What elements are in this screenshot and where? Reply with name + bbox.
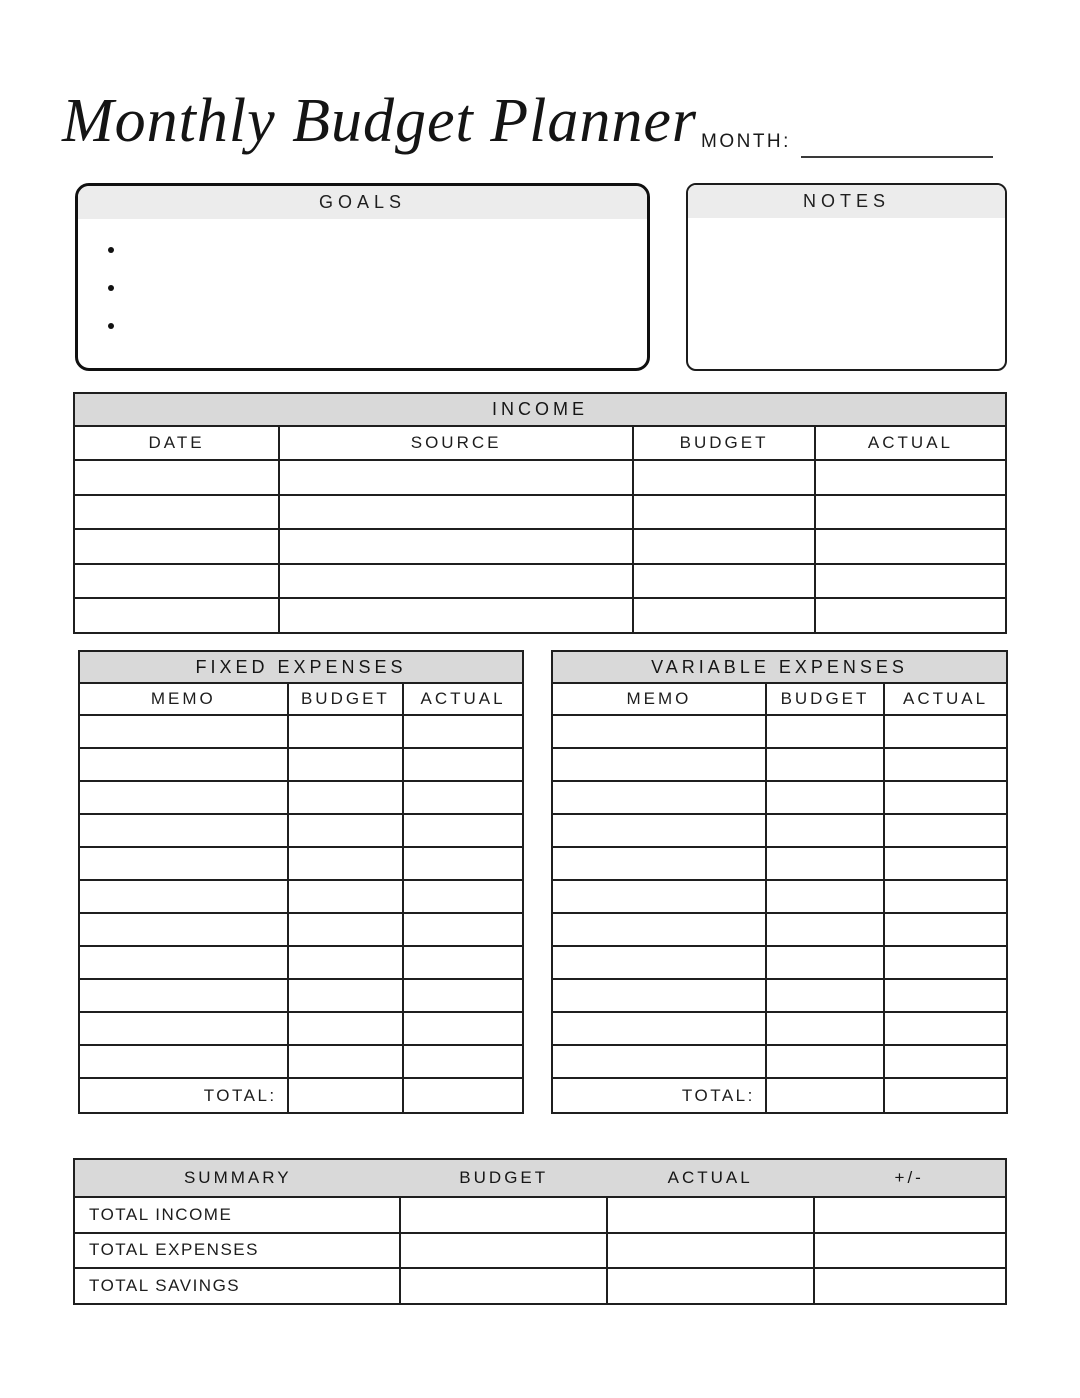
summary-row-label: TOTAL EXPENSES — [74, 1233, 400, 1269]
summary-blank-cell[interactable] — [607, 1197, 814, 1233]
blank-cell[interactable] — [815, 495, 1006, 530]
blank-cell[interactable] — [552, 946, 766, 979]
blank-cell[interactable] — [633, 529, 815, 564]
blank-cell[interactable] — [279, 495, 633, 530]
variable-expenses-title: VARIABLE EXPENSES — [552, 651, 1007, 683]
blank-cell[interactable] — [815, 529, 1006, 564]
summary-blank-cell[interactable] — [814, 1233, 1006, 1269]
summary-blank-cell[interactable] — [814, 1197, 1006, 1233]
summary-blank-cell[interactable] — [400, 1233, 607, 1269]
blank-cell[interactable] — [288, 1012, 403, 1045]
blank-cell[interactable] — [403, 847, 523, 880]
blank-cell[interactable] — [288, 715, 403, 748]
goals-bullet-list — [108, 240, 647, 354]
blank-row — [552, 946, 1007, 979]
blank-cell[interactable] — [552, 781, 766, 814]
blank-row — [79, 880, 523, 913]
goal-line[interactable] — [108, 316, 647, 354]
bullet-dot-icon — [108, 247, 114, 253]
summary-header-actual: ACTUAL — [667, 1168, 753, 1187]
blank-cell[interactable] — [403, 913, 523, 946]
summary-band-row — [74, 1159, 1006, 1197]
blank-cell[interactable] — [884, 781, 1007, 814]
blank-cell[interactable] — [633, 564, 815, 599]
blank-cell[interactable] — [74, 529, 279, 564]
blank-cell[interactable] — [766, 814, 884, 847]
blank-cell[interactable] — [766, 946, 884, 979]
blank-cell[interactable] — [766, 847, 884, 880]
summary-body — [74, 1197, 1006, 1304]
blank-row — [79, 748, 523, 781]
bullet-dot-icon — [108, 323, 114, 329]
blank-cell[interactable] — [79, 748, 288, 781]
blank-cell[interactable] — [552, 1012, 766, 1045]
blank-row — [74, 460, 1006, 495]
blank-row — [79, 715, 523, 748]
blank-cell[interactable] — [403, 1045, 523, 1078]
blank-cell[interactable] — [74, 564, 279, 599]
blank-cell[interactable] — [79, 715, 288, 748]
blank-row — [552, 1012, 1007, 1045]
goals-header: GOALS — [78, 186, 647, 219]
blank-row — [79, 1012, 523, 1045]
blank-cell[interactable] — [766, 1012, 884, 1045]
income-column-headers — [74, 426, 1006, 460]
blank-cell[interactable] — [403, 781, 523, 814]
fixed-total-label: TOTAL: — [79, 1078, 288, 1113]
variable-expenses-total-row — [552, 1078, 1007, 1113]
blank-cell[interactable] — [884, 913, 1007, 946]
blank-cell[interactable] — [633, 598, 815, 633]
blank-cell[interactable] — [403, 979, 523, 1012]
summary-blank-cell[interactable] — [607, 1268, 814, 1304]
summary-header-summary: SUMMARY — [183, 1168, 292, 1187]
fixed-expenses-band-row — [79, 651, 523, 683]
variable-expenses-column-headers — [552, 683, 1007, 715]
summary-row-label: TOTAL INCOME — [74, 1197, 400, 1233]
blank-row — [74, 529, 1006, 564]
income-body — [74, 460, 1006, 633]
blank-cell[interactable] — [403, 1012, 523, 1045]
blank-cell[interactable] — [288, 913, 403, 946]
blank-cell[interactable] — [288, 880, 403, 913]
column-header: ACTUAL — [403, 683, 523, 715]
blank-row — [552, 715, 1007, 748]
blank-cell[interactable] — [74, 598, 279, 633]
blank-cell[interactable] — [79, 1012, 288, 1045]
blank-cell[interactable] — [815, 564, 1006, 599]
summary-header-budget: BUDGET — [459, 1168, 549, 1187]
blank-cell[interactable] — [79, 814, 288, 847]
blank-cell[interactable] — [79, 781, 288, 814]
summary-blank-cell[interactable] — [814, 1268, 1006, 1304]
blank-row — [79, 913, 523, 946]
variable-total-label: TOTAL: — [552, 1078, 766, 1113]
blank-cell[interactable] — [633, 495, 815, 530]
blank-row — [79, 1045, 523, 1078]
summary-blank-cell[interactable] — [400, 1197, 607, 1233]
blank-cell[interactable] — [79, 946, 288, 979]
blank-row — [552, 748, 1007, 781]
variable-expenses-table — [551, 650, 1008, 1114]
goal-line[interactable] — [108, 278, 647, 316]
summary-table — [73, 1158, 1007, 1305]
blank-cell[interactable] — [79, 913, 288, 946]
income-band-row — [74, 393, 1006, 426]
page-title: Monthly Budget Planner — [62, 87, 697, 155]
blank-cell[interactable] — [288, 1045, 403, 1078]
blank-cell[interactable] — [403, 814, 523, 847]
blank-cell[interactable] — [288, 979, 403, 1012]
blank-cell[interactable] — [884, 847, 1007, 880]
blank-cell[interactable] — [288, 847, 403, 880]
fixed-expenses-total-row — [79, 1078, 523, 1113]
blank-cell[interactable] — [288, 748, 403, 781]
blank-row — [74, 495, 1006, 530]
blank-cell[interactable] — [766, 715, 884, 748]
blank-cell[interactable] — [79, 979, 288, 1012]
notes-header: NOTES — [688, 185, 1005, 218]
column-header: DATE — [74, 426, 279, 460]
fixed-expenses-table — [78, 650, 524, 1114]
month-label: MONTH: — [701, 131, 791, 152]
blank-cell[interactable] — [403, 715, 523, 748]
income-title: INCOME — [74, 393, 1006, 426]
summary-band — [74, 1159, 1006, 1197]
summary-row — [74, 1233, 1006, 1269]
column-header: BUDGET — [633, 426, 815, 460]
blank-row — [79, 946, 523, 979]
blank-cell[interactable] — [279, 598, 633, 633]
blank-cell[interactable] — [403, 748, 523, 781]
blank-row — [552, 1045, 1007, 1078]
blank-cell[interactable] — [766, 748, 884, 781]
variable-expenses-body — [552, 715, 1007, 1078]
column-header: BUDGET — [766, 683, 884, 715]
blank-row — [74, 564, 1006, 599]
summary-row — [74, 1268, 1006, 1304]
column-header: ACTUAL — [884, 683, 1007, 715]
blank-cell[interactable] — [552, 1045, 766, 1078]
blank-cell[interactable] — [552, 814, 766, 847]
blank-cell[interactable] — [884, 814, 1007, 847]
summary-headers — [75, 1168, 1005, 1188]
blank-cell[interactable] — [552, 748, 766, 781]
blank-cell[interactable] — [279, 564, 633, 599]
bullet-dot-icon — [108, 285, 114, 291]
blank-cell[interactable] — [633, 460, 815, 495]
blank-row — [552, 913, 1007, 946]
variable-total-actual-cell[interactable] — [884, 1078, 1007, 1113]
blank-cell[interactable] — [74, 495, 279, 530]
blank-cell[interactable] — [79, 847, 288, 880]
blank-cell[interactable] — [279, 460, 633, 495]
blank-cell[interactable] — [766, 781, 884, 814]
fixed-expenses-column-headers — [79, 683, 523, 715]
blank-cell[interactable] — [403, 880, 523, 913]
fixed-total-actual-cell[interactable] — [403, 1078, 523, 1113]
blank-cell[interactable] — [74, 460, 279, 495]
blank-cell[interactable] — [279, 529, 633, 564]
blank-cell[interactable] — [815, 460, 1006, 495]
income-table — [73, 392, 1007, 634]
blank-cell[interactable] — [884, 715, 1007, 748]
fixed-total-budget-cell[interactable] — [288, 1078, 403, 1113]
summary-row — [74, 1197, 1006, 1233]
variable-expenses-band-row — [552, 651, 1007, 683]
blank-cell[interactable] — [766, 979, 884, 1012]
blank-row — [552, 847, 1007, 880]
blank-cell[interactable] — [884, 880, 1007, 913]
blank-cell[interactable] — [552, 715, 766, 748]
goal-line[interactable] — [108, 240, 647, 278]
blank-cell[interactable] — [884, 1045, 1007, 1078]
blank-cell[interactable] — [884, 979, 1007, 1012]
blank-cell[interactable] — [403, 946, 523, 979]
variable-total-budget-cell[interactable] — [766, 1078, 884, 1113]
summary-blank-cell[interactable] — [607, 1233, 814, 1269]
summary-header-: +/- — [894, 1168, 924, 1187]
fixed-expenses-title: FIXED EXPENSES — [79, 651, 523, 683]
blank-cell[interactable] — [288, 814, 403, 847]
column-header: MEMO — [552, 683, 766, 715]
column-header: ACTUAL — [815, 426, 1006, 460]
summary-row-label: TOTAL SAVINGS — [74, 1268, 400, 1304]
goals-box — [75, 183, 650, 371]
notes-box — [686, 183, 1007, 371]
column-header: BUDGET — [288, 683, 403, 715]
blank-cell[interactable] — [79, 880, 288, 913]
blank-cell[interactable] — [552, 880, 766, 913]
blank-cell[interactable] — [884, 1012, 1007, 1045]
blank-row — [79, 814, 523, 847]
blank-row — [74, 598, 1006, 633]
column-header: MEMO — [79, 683, 288, 715]
blank-row — [552, 979, 1007, 1012]
blank-cell[interactable] — [766, 880, 884, 913]
month-input-line[interactable] — [801, 134, 993, 158]
blank-row — [79, 979, 523, 1012]
blank-cell[interactable] — [766, 1045, 884, 1078]
blank-cell[interactable] — [288, 946, 403, 979]
blank-row — [552, 781, 1007, 814]
blank-row — [552, 814, 1007, 847]
blank-cell[interactable] — [552, 913, 766, 946]
column-header: SOURCE — [279, 426, 633, 460]
blank-cell[interactable] — [288, 781, 403, 814]
summary-blank-cell[interactable] — [400, 1268, 607, 1304]
blank-cell[interactable] — [815, 598, 1006, 633]
blank-cell[interactable] — [79, 1045, 288, 1078]
blank-row — [79, 781, 523, 814]
blank-cell[interactable] — [884, 748, 1007, 781]
blank-cell[interactable] — [552, 847, 766, 880]
blank-cell[interactable] — [766, 913, 884, 946]
blank-row — [552, 880, 1007, 913]
blank-row — [79, 847, 523, 880]
blank-cell[interactable] — [884, 946, 1007, 979]
fixed-expenses-body — [79, 715, 523, 1078]
blank-cell[interactable] — [552, 979, 766, 1012]
